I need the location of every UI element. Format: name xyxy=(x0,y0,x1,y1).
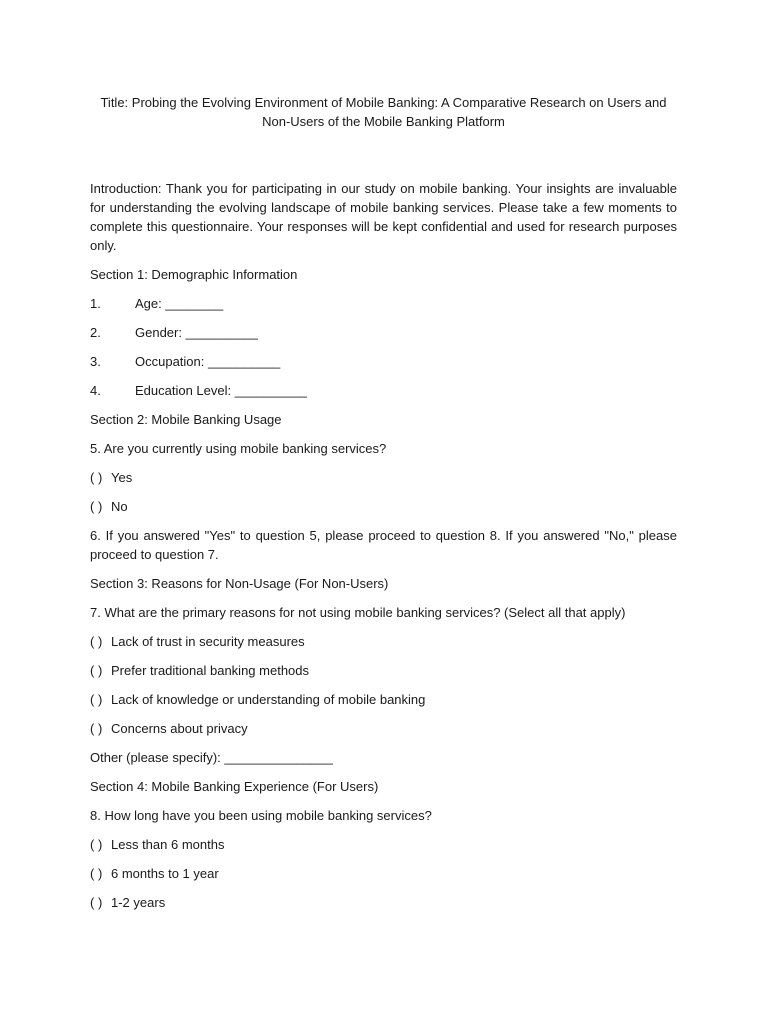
q7-option-security xyxy=(90,632,677,651)
section-3-heading: Section 3: Reasons for Non-Usage (For Non-Users) xyxy=(90,576,389,591)
item-number: 2. xyxy=(90,325,101,340)
option-label: Yes xyxy=(111,470,133,485)
question-7: 7. What are the primary reasons for not using mobile banking services? (Select all that apply) xyxy=(90,605,626,620)
option-label: Less than 6 months xyxy=(111,837,225,852)
option-checkbox: ( ) xyxy=(90,499,103,514)
question-8: 8. How long have you been using mobile banking services? xyxy=(90,808,432,823)
option-label: Lack of trust in security measures xyxy=(111,634,305,649)
demographic-item-occupation xyxy=(90,352,677,371)
q7-option-knowledge xyxy=(90,690,677,709)
q5-option-no xyxy=(90,497,677,516)
item-number: 4. xyxy=(90,383,101,398)
item-number: 1. xyxy=(90,296,101,311)
item-text: Education Level: __________ xyxy=(135,383,308,398)
document-page xyxy=(90,93,677,922)
section-4-heading: Section 4: Mobile Banking Experience (For Users) xyxy=(90,779,379,794)
q8-option-1-2-years xyxy=(90,893,677,912)
option-label: Lack of knowledge or understanding of mobile banking xyxy=(111,692,426,707)
demographic-item-education xyxy=(90,381,677,400)
option-checkbox: ( ) xyxy=(90,692,103,707)
demographic-item-gender xyxy=(90,323,677,342)
q7-other-field: Other (please specify): _______________ xyxy=(90,750,333,765)
question-6: 6. If you answered "Yes" to question 5, please proceed to question 8. If you answered "No," please proceed to question 7. xyxy=(90,528,677,562)
option-checkbox: ( ) xyxy=(90,470,103,485)
option-checkbox: ( ) xyxy=(90,866,103,881)
option-label: Concerns about privacy xyxy=(111,721,248,736)
option-checkbox: ( ) xyxy=(90,663,103,678)
introduction-paragraph: Introduction: Thank you for participating in our study on mobile banking. Your insights are invaluable for understanding the evolving landscape of mobile banking services. Please take a few moments to complete this questionnaire. Your responses will be kept confidential and used for research purposes only. xyxy=(90,181,677,253)
question-5: 5. Are you currently using mobile banking services? xyxy=(90,441,387,456)
q7-option-traditional xyxy=(90,661,677,680)
option-checkbox: ( ) xyxy=(90,837,103,852)
option-label: 6 months to 1 year xyxy=(111,866,219,881)
document-title: Title: Probing the Evolving Environment of Mobile Banking: A Comparative Research on Users and Non-Users of the Mobile Banking Platform xyxy=(100,95,667,129)
item-text: Age: ________ xyxy=(135,296,224,311)
q8-option-less-6-months xyxy=(90,835,677,854)
section-1-heading: Section 1: Demographic Information xyxy=(90,267,298,282)
item-text: Gender: __________ xyxy=(135,325,258,340)
option-label: 1-2 years xyxy=(111,895,166,910)
option-checkbox: ( ) xyxy=(90,634,103,649)
option-label: No xyxy=(111,499,128,514)
demographic-item-age xyxy=(90,294,677,313)
item-text: Occupation: __________ xyxy=(135,354,281,369)
q5-option-yes xyxy=(90,468,677,487)
section-2-heading: Section 2: Mobile Banking Usage xyxy=(90,412,282,427)
option-checkbox: ( ) xyxy=(90,721,103,736)
option-label: Prefer traditional banking methods xyxy=(111,663,310,678)
q7-option-privacy xyxy=(90,719,677,738)
option-checkbox: ( ) xyxy=(90,895,103,910)
q8-option-6-12-months xyxy=(90,864,677,883)
item-number: 3. xyxy=(90,354,101,369)
